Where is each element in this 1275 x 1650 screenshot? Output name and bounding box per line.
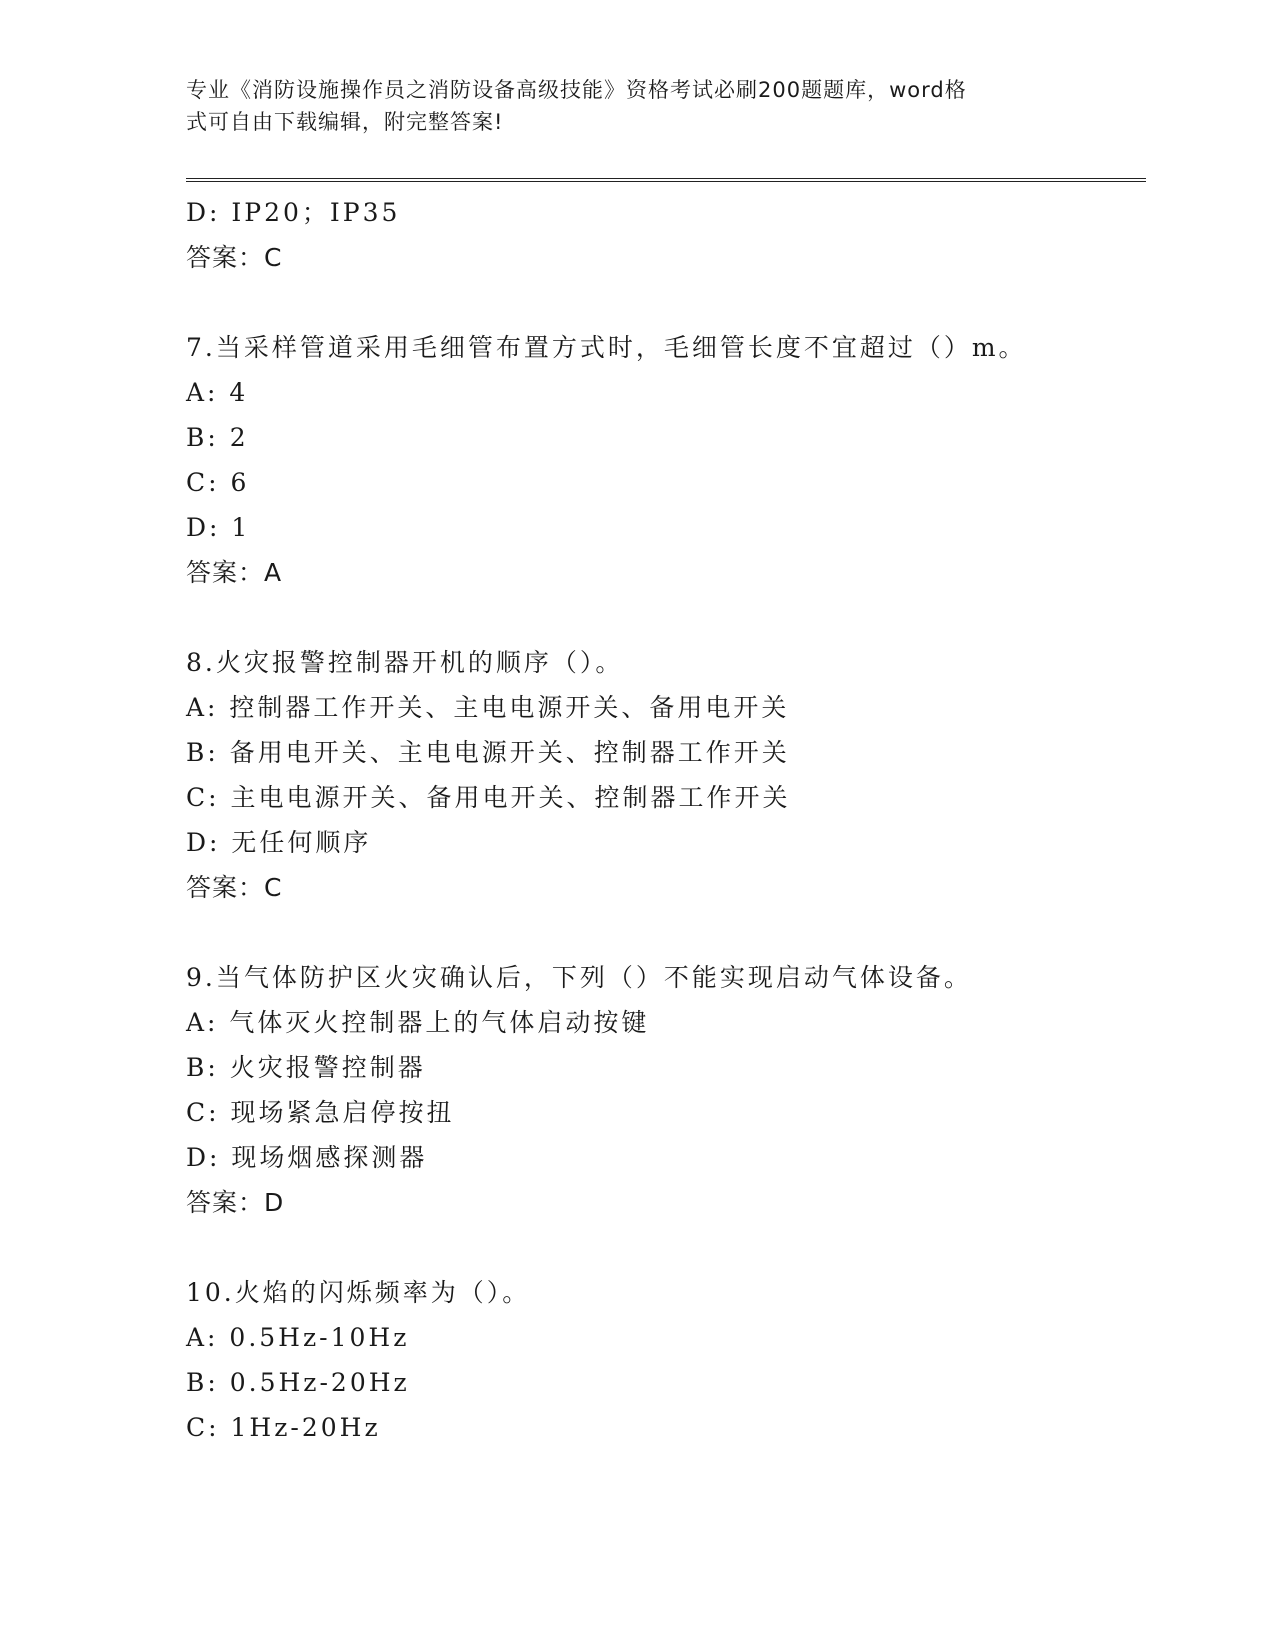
- option-a: A: 0.5Hz-10Hz: [186, 1323, 410, 1352]
- question-stem: 7.当采样管道采用毛细管布置方式时，毛细管长度不宜超过（）m。: [186, 333, 1027, 362]
- header-divider: [186, 178, 1146, 182]
- question-10: [186, 1270, 1146, 1450]
- question-7: [186, 325, 1146, 595]
- q6-option-d: D: IP20；IP35: [186, 198, 401, 227]
- answer: 答案：A: [186, 558, 283, 587]
- question-gap: [186, 910, 1146, 955]
- header-line-1: 专业《消防设施操作员之消防设备高级技能》资格考试必刷200题题库，word格: [186, 78, 967, 102]
- question-8: [186, 640, 1146, 910]
- question-stem: 10.火焰的闪烁频率为（）。: [186, 1278, 531, 1307]
- option-b: B: 火灾报警控制器: [186, 1053, 426, 1082]
- question-gap: [186, 595, 1146, 640]
- question-gap: [186, 280, 1146, 325]
- answer: 答案：D: [186, 1188, 285, 1217]
- question-list: [186, 190, 1146, 1450]
- answer: 答案：C: [186, 873, 283, 902]
- option-a: A: 4: [186, 378, 249, 407]
- question-gap: [186, 1225, 1146, 1270]
- header-line-2: 式可自由下载编辑，附完整答案!: [186, 110, 504, 134]
- option-d: D: 1: [186, 513, 251, 542]
- q6-answer: 答案：C: [186, 243, 283, 272]
- option-c: C: 6: [186, 468, 250, 497]
- option-b: B: 2: [186, 423, 249, 452]
- option-c: C: 1Hz-20Hz: [186, 1413, 381, 1442]
- question-stem: 8.火灾报警控制器开机的顺序（）。: [186, 648, 624, 677]
- question-9: [186, 955, 1146, 1225]
- option-d: D: 无任何顺序: [186, 828, 372, 857]
- question-stem: 9.当气体防护区火灾确认后，下列（）不能实现启动气体设备。: [186, 963, 972, 992]
- page-header: [186, 74, 1066, 138]
- option-b: B: 0.5Hz-20Hz: [186, 1368, 410, 1397]
- option-c: C: 主电电源开关、备用电开关、控制器工作开关: [186, 783, 791, 812]
- option-a: A: 控制器工作开关、主电电源开关、备用电开关: [186, 693, 790, 722]
- option-d: D: 现场烟感探测器: [186, 1143, 428, 1172]
- option-c: C: 现场紧急启停按扭: [186, 1098, 455, 1127]
- option-a: A: 气体灭火控制器上的气体启动按键: [186, 1008, 650, 1037]
- option-b: B: 备用电开关、主电电源开关、控制器工作开关: [186, 738, 790, 767]
